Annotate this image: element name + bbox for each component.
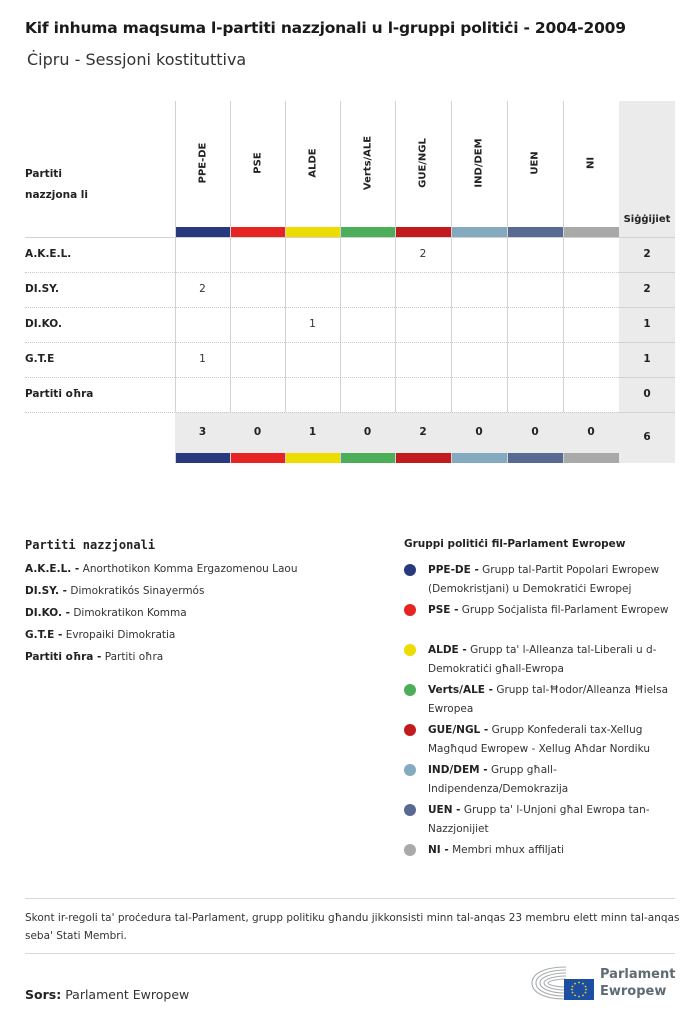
column-header-alde: ALDE — [307, 148, 318, 178]
party-legend-item: G.T.E - Evropaiki Dimokratia — [25, 629, 176, 641]
color-dot-icon — [404, 564, 416, 576]
column-total: 3 — [198, 426, 207, 438]
row-total: 2 — [643, 248, 651, 260]
row-divider — [25, 272, 619, 273]
group-color-bar — [341, 227, 395, 237]
party-legend-item: A.K.E.L. - Anorthotikon Komma Ergazomenou Laou — [25, 563, 298, 575]
page-title: Kif inhuma maqsuma l-partiti nazzjonali u l-gruppi politiċi - 2004-2009 — [25, 19, 626, 37]
group-legend-item: GUE/NGL - Grupp Konfederali tax-Xellug Magħqud Ewropew - Xellug Aħdar Nordiku — [404, 721, 679, 758]
column-total: 2 — [419, 426, 427, 438]
seat-cell: 2 — [199, 283, 206, 295]
row-divider — [25, 412, 619, 413]
row-divider — [619, 307, 675, 308]
row-total: 0 — [643, 388, 651, 400]
total-header: Siġġijiet — [623, 214, 671, 225]
column-header-verts-ale: Verts/ALE — [362, 135, 373, 191]
group-color-bar — [176, 227, 230, 237]
group-color-bar — [286, 453, 340, 463]
group-color-bar — [564, 227, 619, 237]
row-divider — [25, 377, 619, 378]
party-legend-item: DI.SY. - Dimokratikós Sinayermós — [25, 585, 205, 597]
color-dot-icon — [404, 604, 416, 616]
source — [25, 987, 189, 1002]
group-legend-item: UEN - Grupp ta' l-Unjoni għal Ewropa tan-Nazzjonijiet — [404, 801, 679, 838]
page-subtitle: Ċipru - Sessjoni kostituttiva — [27, 50, 247, 69]
group-color-bar — [508, 227, 563, 237]
grand-total: 6 — [643, 431, 651, 443]
color-dot-icon — [404, 724, 416, 736]
groups-legend-title: Gruppi politiċi fil-Parlament Ewropew — [404, 538, 626, 550]
party-legend-item: DI.KO. - Dimokratikon Komma — [25, 607, 187, 619]
row-header: Partiti nazzjona li — [25, 168, 89, 201]
group-color-bar — [286, 227, 340, 237]
group-color-bar — [396, 453, 451, 463]
row-total: 2 — [643, 283, 651, 295]
group-color-bar — [508, 453, 563, 463]
color-dot-icon — [404, 804, 416, 816]
group-color-bar — [396, 227, 451, 237]
color-dot-icon — [404, 684, 416, 696]
party-legend-item: Partiti oħra - Partiti oħra — [25, 651, 164, 663]
group-legend-item: NI - Membri mhux affiljati — [404, 841, 679, 860]
group-color-bar — [176, 453, 230, 463]
european-parliament-logo — [530, 963, 680, 1003]
row-divider — [619, 272, 675, 273]
divider — [25, 898, 675, 899]
footnote: Skont ir-regoli ta' proċedura tal-Parlament, grupp politiku għandu jikkonsisti minn tal-anqas 23 membru elett minn tal-anqas seba' Stati Membri. — [25, 912, 680, 942]
row-divider — [25, 307, 619, 308]
row-total: 1 — [643, 353, 651, 365]
party-row-label: Partiti oħra — [25, 388, 94, 400]
group-legend-item: Verts/ALE - Grupp tal-Ħodor/Alleanza Ħielsa Ewropea — [404, 681, 679, 718]
column-total: 1 — [308, 426, 317, 438]
header-divider — [25, 237, 675, 238]
color-dot-icon — [404, 644, 416, 656]
color-dot-icon — [404, 844, 416, 856]
source-value: Parlament Ewropew — [65, 987, 190, 1002]
row-divider — [619, 342, 675, 343]
group-color-bar — [452, 453, 507, 463]
column-header-ppe-de: PPE-DE — [197, 142, 208, 184]
parliament-hemicycle-icon — [530, 963, 596, 1003]
column-header-uen: UEN — [529, 151, 541, 175]
column-header-pse: PSE — [252, 152, 263, 174]
group-color-bar — [341, 453, 395, 463]
column-total: 0 — [531, 426, 539, 438]
column-total: 0 — [587, 426, 595, 438]
group-legend-item: ALDE - Grupp ta' l-Alleanza tal-Liberali u d-Demokratiċi għall-Ewropa — [404, 641, 679, 678]
group-color-bar — [231, 453, 285, 463]
column-total: 0 — [475, 426, 483, 438]
group-legend-item: PPE-DE - Grupp tal-Partit Popolari Ewropew (Demokristjani) u Demokratiċi Ewropej — [404, 561, 679, 598]
divider — [25, 953, 675, 954]
column-total: 0 — [363, 426, 372, 438]
party-row-label: DI.KO. — [25, 318, 62, 330]
group-color-bar — [564, 453, 619, 463]
row-divider — [619, 377, 675, 378]
row-divider — [25, 342, 619, 343]
column-header-ni: NI — [585, 156, 597, 170]
column-header-ind-dem: IND/DEM — [473, 138, 485, 188]
group-legend-item: IND/DEM - Grupp għall-Indipendenza/Demokrazija — [404, 761, 679, 798]
seat-cell: 1 — [199, 353, 206, 365]
total-column-bg — [619, 101, 675, 463]
party-row-label: G.T.E — [25, 353, 55, 365]
source-label: Sors: — [25, 987, 62, 1002]
row-total: 1 — [643, 318, 651, 330]
row-divider — [619, 412, 675, 413]
seat-cell: 2 — [419, 248, 427, 260]
column-header-gue-ngl: GUE/NGL — [417, 138, 429, 188]
party-row-label: DI.SY. — [25, 283, 60, 295]
group-color-bar — [452, 227, 507, 237]
color-dot-icon — [404, 764, 416, 776]
column-total: 0 — [253, 426, 262, 438]
parties-legend-title: Partiti nazzjonali — [25, 538, 156, 552]
party-row-label: A.K.E.L. — [25, 248, 72, 260]
group-legend-item: PSE - Grupp Soċjalista fil-Parlament Ewropew — [404, 601, 679, 620]
logo-text: Parlament Ewropew — [600, 967, 676, 999]
seat-cell: 1 — [309, 318, 316, 330]
group-color-bar — [231, 227, 285, 237]
